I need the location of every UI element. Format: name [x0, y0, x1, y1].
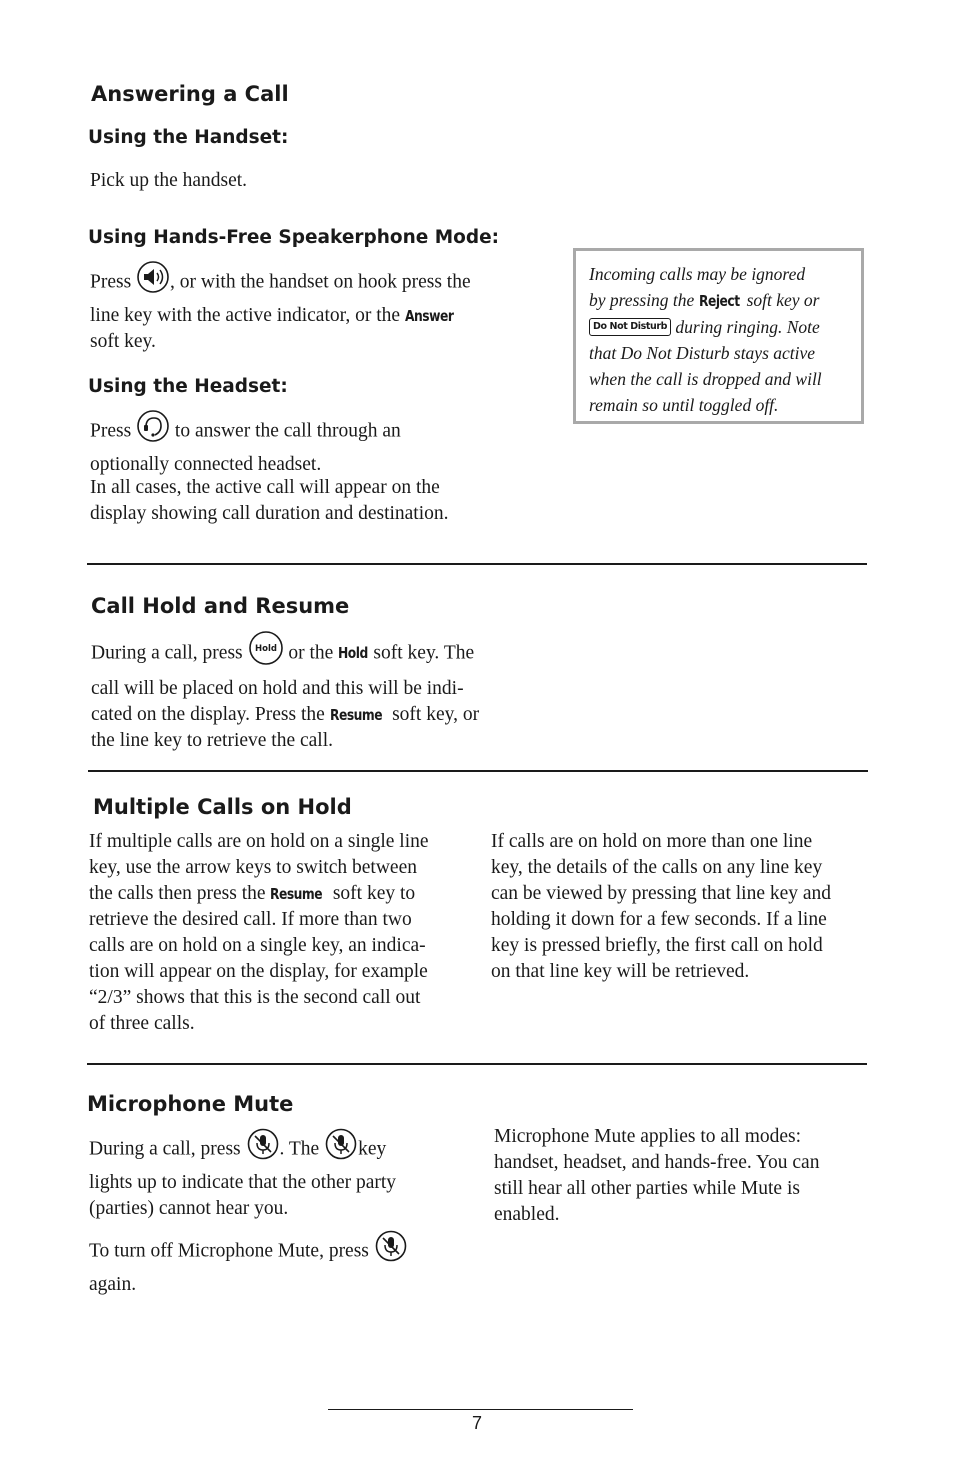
multiple-left-3b: soft key to: [332, 883, 416, 904]
do-not-disturb-key: Do Not Disturb: [589, 318, 671, 336]
multiple-left-paragraph: [89, 829, 474, 1037]
speaker-heading: Using Hands-Free Speakerphone Mode:: [88, 227, 500, 248]
note-line-4: that Do Not Disturb stays active: [589, 343, 816, 363]
mute-icon: [246, 1128, 280, 1168]
speaker-text-3: line key with the active indicator, or the: [90, 305, 401, 326]
multiple-left-5: calls are on hold on a single key, an indica-: [89, 935, 426, 956]
headset-paragraph: [90, 412, 530, 478]
mute-right-2: handset, headset, and hands-free. You can: [494, 1152, 820, 1173]
mute-text-5: again.: [89, 1274, 137, 1295]
note-line-3: during ringing. Note: [675, 317, 820, 337]
hold-key-icon: [248, 630, 284, 674]
all-cases-paragraph: [90, 475, 550, 527]
section-divider: [87, 1063, 867, 1065]
speaker-text-1: Press: [90, 271, 132, 293]
mute-icon: [324, 1128, 358, 1168]
hold-text-1b: or the: [288, 642, 334, 664]
note-line-2b: soft key or: [746, 290, 820, 310]
answer-softkey-label: Answer: [404, 307, 454, 325]
multiple-right-3: can be viewed by pressing that line key and: [491, 883, 832, 904]
multiple-left-2: key, use the arrow keys to switch between: [89, 857, 417, 878]
hold-softkey-label: Hold: [338, 644, 369, 663]
handset-text: Pick up the handset.: [90, 170, 248, 191]
hold-text-3a: cated on the display. Press the: [91, 704, 325, 725]
mute-right-1: Microphone Mute applies to all modes:: [494, 1126, 802, 1147]
mute-right-paragraph: [494, 1124, 879, 1228]
headset-text-2: to answer the call through an: [174, 420, 401, 442]
mute-icon: [374, 1230, 408, 1270]
note-text: [589, 261, 859, 418]
note-box: [573, 248, 864, 424]
multiple-left-3a: the calls then press the: [89, 883, 266, 904]
hold-paragraph: [91, 632, 541, 754]
mute-right-4: enabled.: [494, 1204, 560, 1225]
mute-text-4: To turn off Microphone Mute, press: [89, 1240, 369, 1262]
headset-text-3: optionally connected headset.: [90, 454, 322, 475]
multiple-right-1: If calls are on hold on more than one line: [491, 831, 813, 852]
speaker-text-2: , or with the handset on hook press the: [170, 271, 471, 293]
all-cases-text-2: display showing call duration and destination.: [90, 503, 449, 524]
hold-text-3b: soft key, or: [392, 704, 480, 725]
headset-heading: Using the Headset:: [88, 376, 288, 397]
page-number: 7: [471, 1413, 482, 1433]
mute-right-3: still hear all other parties while Mute is: [494, 1178, 800, 1199]
multiple-right-paragraph: [491, 829, 876, 985]
note-line-2a: by pressing the: [589, 290, 695, 310]
mute-title: Microphone Mute: [87, 1092, 294, 1116]
multiple-left-8: of three calls.: [89, 1013, 195, 1034]
mute-left-paragraph: [89, 1130, 479, 1298]
reject-softkey-label: Reject: [698, 292, 740, 310]
multiple-right-4: holding it down for a few seconds. If a line: [491, 909, 827, 930]
svg-text:Hold: Hold: [254, 644, 277, 654]
multiple-left-6: tion will appear on the display, for example: [89, 961, 428, 982]
hold-text-4: the line key to retrieve the call.: [91, 730, 334, 751]
handset-heading: Using the Handset:: [88, 127, 289, 148]
headset-text-1: Press: [90, 420, 132, 442]
mute-text-2: lights up to indicate that the other party: [89, 1172, 397, 1193]
multiple-left-1: If multiple calls are on hold on a single line: [89, 831, 429, 852]
note-line-1: Incoming calls may be ignored: [589, 264, 806, 284]
multiple-right-5: key is pressed briefly, the first call on hold: [491, 935, 823, 956]
mute-text-1c: key: [358, 1138, 387, 1160]
section-divider: [88, 770, 868, 772]
multiple-right-6: on that line key will be retrieved.: [491, 961, 750, 982]
footer-rule: [328, 1409, 633, 1410]
mute-text-1a: During a call, press: [89, 1138, 241, 1160]
mute-text-3: (parties) cannot hear you.: [89, 1198, 289, 1219]
resume-softkey-label: Resume: [270, 885, 323, 903]
speaker-text-4: soft key.: [90, 331, 156, 352]
speaker-icon: [136, 261, 170, 301]
speaker-paragraph: [90, 263, 530, 355]
resume-softkey-label: Resume: [329, 706, 382, 724]
mute-text-1b: . The: [279, 1138, 320, 1160]
multiple-left-7: “2/3” shows that this is the second call out: [89, 987, 421, 1008]
hold-title: Call Hold and Resume: [91, 594, 350, 618]
note-line-6: remain so until toggled off.: [589, 395, 779, 415]
hold-text-2: call will be placed on hold and this will be indi-: [91, 678, 464, 699]
multiple-title: Multiple Calls on Hold: [93, 795, 352, 819]
note-line-5: when the call is dropped and will: [589, 369, 822, 389]
multiple-left-4: retrieve the desired call. If more than two: [89, 909, 412, 930]
section-divider: [87, 563, 867, 565]
answering-title: Answering a Call: [91, 82, 289, 106]
headset-icon: [136, 410, 170, 450]
hold-text-1a: During a call, press: [91, 642, 243, 664]
all-cases-text-1: In all cases, the active call will appear on the: [90, 477, 440, 498]
multiple-right-2: key, the details of the calls on any line key: [491, 857, 823, 878]
hold-text-1c: soft key. The: [373, 642, 475, 664]
